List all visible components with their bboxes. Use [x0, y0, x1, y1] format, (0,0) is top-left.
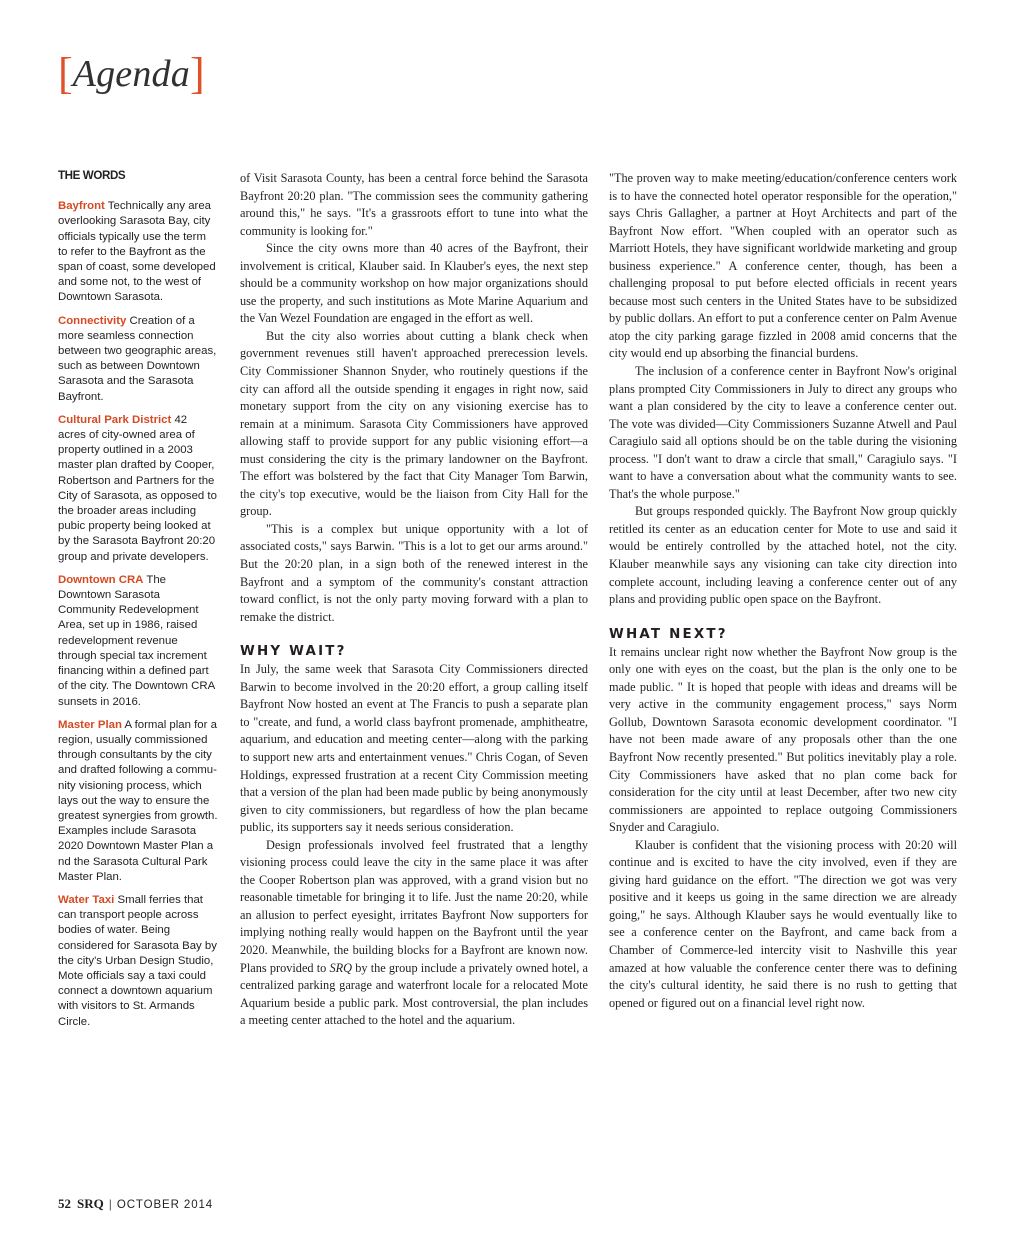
glossary-term	[58, 893, 218, 1030]
page-number: 52	[58, 1196, 71, 1211]
glossary-term	[58, 718, 218, 885]
article-paragraph: It remains unclear right now whether the Bayfront Now group is the only one with eyes on the coast, but the plan is the only one to be made public. " It is hoped that people with ideas and dreams will be very active in the community engagement process," says Norm Gollub, Downtown Sarasota economic development coordinator. "I have not been made aware of any proposals other than the one Bayfront Now recently presented." But politics inevitably play a role. City Commissioners have asked that no plan come back for consideration for the city until at least December, after two new city commissioners are appointed to replace outgoing Commissioners Snyder and Caragiulo.	[609, 644, 957, 835]
section-header	[58, 49, 205, 102]
header-bracket-open: [	[58, 49, 73, 98]
term-definition: A formal plan for a region, usually commissioned through consultants by the city and drafted following a community visioning process, which lays out the way to ensure the greatest synergies from growth. Examples include Sarasota 2020 Downtown Master Plan a nd the Sarasota Cultural Park Master Plan.	[58, 718, 218, 883]
glossary-term	[58, 413, 218, 565]
term-definition: Technically any area overlooking Sarasota Bay, city officials typically use the term to refer to the Bayfront as the span of coast, some developed and some not, to the west of Downtown Sarasota.	[58, 200, 216, 304]
article-paragraph	[240, 837, 588, 1030]
term-definition: 42 acres of city-owned area of property outlined in a 2003 master plan drafted by Cooper, Robertson and Partners for the City of Sarasota, as opposed to the broader areas including pubic property being looked at by the Sarasota Bayfront 20:20 group and private developers.	[58, 413, 217, 563]
section-title: Agenda	[72, 53, 190, 95]
subheading-why-wait: WHY WAIT?	[240, 644, 347, 660]
term-definition: The Downtown Sarasota Community Redevelopment Area, set up in 1986, raised redevelopment revenue through special tax increment financing within a defined part of the city. The Downtown CRA sunsets in 2016.	[58, 573, 215, 708]
term-name: Master Plan	[58, 718, 122, 731]
header-bracket-close: ]	[189, 49, 205, 98]
glossary-sidebar	[58, 168, 218, 1038]
article-column-2	[609, 170, 957, 1012]
glossary-term	[58, 573, 218, 710]
article-paragraph: of Visit Sarasota County, has been a central force behind the Sarasota Bayfront 20:20 plan. "The commission sees the community gathering around this," he says. "It's a grassroots effort to tune into what the community is looking for."	[240, 171, 588, 238]
paragraph-text: Design professionals involved feel frustrated that a lengthy visioning process could leave the city in the same place it was after the Cooper Robertson plan was approved, with a grand vision but no reasonable timetable for bringing it to life. Just the name 20:20, while an allusion to perfect eyesight, irritates Bayfront Now supporters for implying nothing really would happen on the Bayfront until the year 2020. Meanwhile, the building blocks for a Bayfront are known now. Plans provided to	[240, 837, 588, 975]
article-column-1	[240, 170, 588, 1030]
magazine-brand: SRQ	[77, 1196, 104, 1211]
page-footer	[58, 1196, 213, 1212]
article-paragraph: Since the city owns more than 40 acres of the Bayfront, their involvement is critical, Klauber said. In Klauber's eyes, the next step should be a community workshop on how major organizations should use the property, and such institutions as Mote Marine Aquarium and the Van Wezel Foundation are engaged in the effort as well.	[240, 241, 588, 326]
glossary-title: THE WORDS	[58, 169, 126, 182]
term-definition: Small ferries that can transport people across bodies of water. Being considered for Sarasota Bay by the city's Urban Design Studio, Mote officials say a taxi could connect a downtown aquarium with visitors to St. Armands Circle.	[58, 893, 217, 1028]
article-paragraph: But the city also worries about cutting a blank check when government revenues still haven't approached prerecession levels. City Commissioner Shannon Snyder, who routinely questions if the city can afford all the outside spending it engages in right now, said monetary support from the city on any visioning exercise has to remain at a minimum. Sarasota City Commissioners have approved allowing staff to provide support for any public visioning effort—a must considering the city is the primary landowner on the Bayfront. The effort was bolstered by the fact that City Manager Tom Barwin, the city's top executive, would be the liaison from City Hall for the group.	[240, 328, 588, 519]
paragraph-text: by the group include a privately owned hotel, a centralized parking garage and waterfront locale for a relocated Mote Aquarium beside a public park. Most controversial, the plan includes a meeting center attached to the hotel and the aquarium.	[240, 960, 588, 1028]
subheading-what-next: WHAT NEXT?	[609, 626, 728, 642]
glossary-term	[58, 314, 218, 405]
srq-italic: SRQ	[329, 960, 353, 975]
term-name: Bayfront	[58, 200, 105, 213]
term-name: Downtown CRA	[58, 573, 144, 586]
article-paragraph: In July, the same week that Sarasota City Commissioners directed Barwin to become involved in the 20:20 effort, a group calling itself Bayfront Now hosted an event at The Francis to push a separate plan to "create, and fund, a world class bayfront promenade, amphitheatre, aquarium, and education and meeting center—along with the parking to support new arts and entertainment venues." Chris Cogan, of Seven Holdings, expressed frustration at a recent City Commission meeting that a version of the plan had been made public by being anonymously given to city commissioners, but regardless of how the plan became public, its supporters say it needs serious consideration.	[240, 662, 588, 835]
article-paragraph: Klauber is confident that the visioning process with 20:20 will continue and is excited to have the city involved, even if they are giving hard guidance on the effort. "The direction we got was very positive and it keeps us going in the same direction we are already going," he says. Although Klauber says he would eventually like to see a conference center on the Bayfront, and came back from a Chamber of Commerce-led intercity visit to Nashville this year amazed at how valuable the conference center there was to defining the city's cultural identity, he said there is no rush to getting that opened or figured out on a financial level right now.	[609, 837, 957, 1010]
article-paragraph: "This is a complex but unique opportunity with a lot of associated costs," says Barwin. "This is a lot to get our arms around." But the 20:20 plan, in a sign both of the renewed interest in the Bayfront and a symptom of the community's constant attraction toward conflict, is not the only party moving forward with a plan to remake the district.	[240, 521, 588, 624]
glossary-term	[58, 199, 218, 305]
article-paragraph: "The proven way to make meeting/education/conference centers work is to have the connected hotel operator responsible for the operation," says Chris Gallagher, a partner at Hoyt Architects and part of the Bayfront Now effort. "When coupled with an operator such as Marriott Hotels, they have significant worldwide marketing and group business experience." A conference center, though, has been a challenging proposal to put before elected officials in recent years because most such centers in the United States have to be subsidized by public dollars. An effort to put a conference center on Palm Avenue atop the city parking garage fizzled in 2008 amid concerns that the city would end up absorbing the financial burdens.	[609, 171, 957, 361]
article-paragraph: But groups responded quickly. The Bayfront Now group quickly retitled its center as an education center for Mote to use and said it would be entirely controlled by the attached hotel, not the city. Klauber meanwhile says any visioning can take city direction into complete account, including leaving a conference center out of any plans and providing public open space on the Bayfront.	[609, 504, 957, 607]
term-name: Water Taxi	[58, 893, 115, 906]
article-paragraph: The inclusion of a conference center in Bayfront Now's original plans prompted City Commissioners in July to direct any groups who want a plan considered by the city to leave a conference center out. The vote was divided—City Commissioners Suzanne Atwell and Paul Caragiulo said all options should be on the table during the visioning process. "I don't want to draw a circle that small," Caragiulo says. "I want to have a conversation about what the community wants to see. That's the whole purpose."	[609, 364, 957, 501]
term-definition: Creation of a more seamless connection between two geographic areas, such as between Downtown Sarasota and the Sarasota Bayfront.	[58, 314, 217, 403]
issue-date: OCTOBER 2014	[116, 1199, 214, 1211]
term-name: Connectivity	[58, 314, 127, 327]
footer-separator: |	[108, 1197, 112, 1211]
term-name: Cultural Park District	[58, 413, 172, 426]
